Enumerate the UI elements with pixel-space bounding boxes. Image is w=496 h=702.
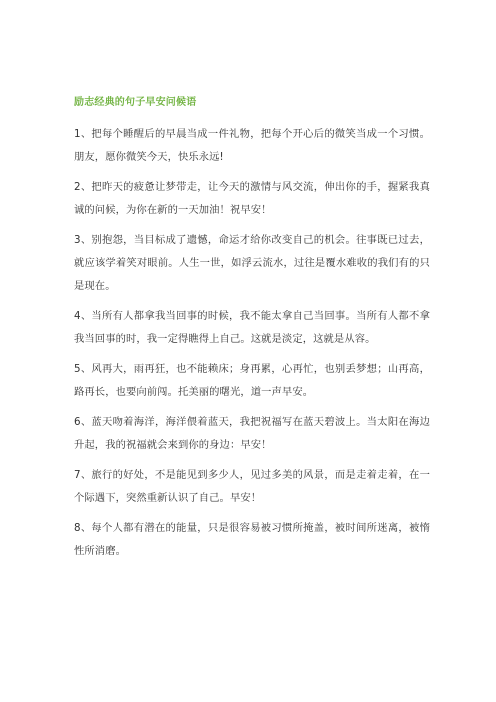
- document-body: [74, 123, 430, 570]
- paragraph-4: 4、当所有人都拿我当回事的时候，我不能太拿自己当回事。当所有人都不拿我当回事的时，我一定得瞧得上自己。这就是淡定，这就是从容。: [74, 310, 430, 345]
- paragraph-5: 5、风再大，雨再狂，也不能赖床；身再累，心再忙，也别丢梦想；山再高，路再长，也要向前闯。托美丽的曙光，道一声早安。: [74, 363, 430, 398]
- paragraph-8: 8、每个人都有潜在的能量，只是很容易被习惯所掩盖，被时间所迷离，被惰性所消磨。: [74, 522, 430, 557]
- paragraph-6: 6、蓝天吻着海洋，海洋偎着蓝天，我把祝福写在蓝天碧波上。当太阳在海边升起，我的祝福就会来到你的身边：早安！: [74, 416, 430, 451]
- paragraph-1: 1、把每个睡醒后的早晨当成一件礼物，把每个开心后的微笑当成一个习惯。朋友，愿你微笑今天，快乐永远!: [74, 128, 430, 163]
- paragraph-2: 2、把昨天的疲惫让梦带走，让今天的激情与风交流，伸出你的手，握紧我真诚的问候，为你在新的一天加油！祝早安！: [74, 181, 430, 216]
- paragraph-7: 7、旅行的好处，不是能见到多少人，见过多美的风景，而是走着走着，在一个际遇下，突然重新认识了自己。早安！: [74, 469, 430, 504]
- paragraph-3: 3、别抱怨，当目标成了遗憾，命运才给你改变自己的机会。往事既已过去，就应该学着笑对眼前。人生一世，如浮云流水，过往是覆水难收的我们有的只是现在。: [74, 234, 430, 292]
- document-title: 励志经典的句子早安问候语: [74, 97, 197, 108]
